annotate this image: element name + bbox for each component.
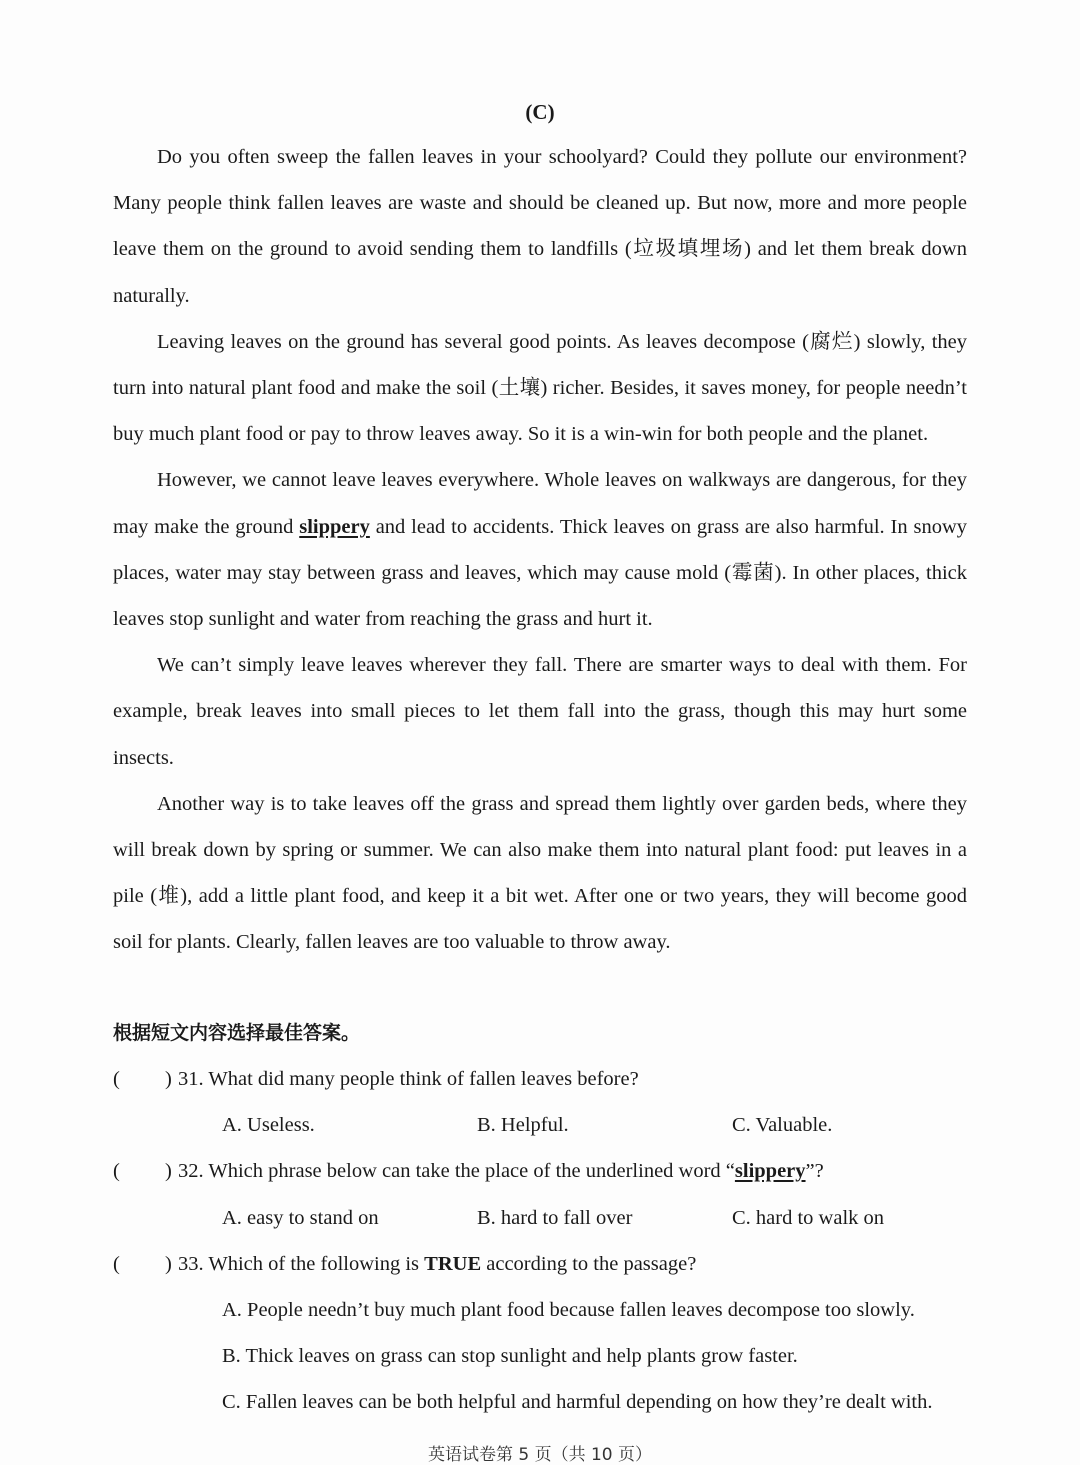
option-33-c: C. Fallen leaves can be both helpful and harmful depending on how they’re dealt with. (222, 1391, 933, 1413)
question-33-text-part-1: 33. Which of the following is (178, 1253, 425, 1275)
paragraph-1: Do you often sweep the fallen leaves in your schoolyard? Could they pollute our environment? Many people think fallen leaves are waste and should be cleaned up. But now, more and more people leave them on the ground to avoid sending them to landfills (垃圾填埋场) and let them break down naturally. (113, 146, 967, 307)
option-32-b: B. hard to fall over (477, 1207, 633, 1229)
option-33-a: A. People needn’t buy much plant food because fallen leaves decompose too slowly. (222, 1299, 915, 1321)
option-33-b: B. Thick leaves on grass can stop sunlight and help plants grow faster. (222, 1345, 798, 1367)
underlined-word: slippery (299, 515, 370, 538)
question-33-text (178, 1253, 696, 1276)
paragraph-3-part-2: and lead to accidents. Thick leaves on grass are also harmful. In snowy places, water may stay between grass and leaves, which may cause mold (霉菌). In other places, thick leaves stop sunlight and water from reaching the grass and hurt it. (113, 515, 967, 631)
answer-blank-close: ) (165, 1068, 172, 1090)
question-33-text-part-2: according to the passage? (481, 1253, 697, 1275)
answer-blank-open: ( (113, 1160, 120, 1182)
paragraph-2: Leaving leaves on the ground has several good points. As leaves decompose (腐烂) slowly, they turn into natural plant food and make the soil (土壤) richer. Besides, it saves money, for people needn’t buy much plant food or pay to throw leaves away. So it is a win-win for both people and the planet. (113, 330, 967, 446)
question-32-text-part-2: ”? (805, 1160, 824, 1182)
question-31-text: 31. What did many people think of fallen leaves before? (178, 1068, 639, 1090)
emphasis-true: TRUE (424, 1253, 482, 1275)
option-32-a: A. easy to stand on (222, 1207, 379, 1229)
page-footer: 英语试卷第 5 页（共 10 页） (427, 1445, 653, 1465)
paragraph-3 (113, 457, 967, 642)
option-32-c: C. hard to walk on (732, 1207, 885, 1229)
answer-blank-open: ( (113, 1068, 120, 1090)
reading-passage (113, 134, 967, 966)
paragraph-4: We can’t simply leave leaves wherever they fall. There are smarter ways to deal with them. For example, break leaves into small pieces to let them fall into the grass, though this may hurt some insects. (113, 654, 967, 769)
option-31-b: B. Helpful. (477, 1114, 569, 1136)
option-31-a: A. Useless. (222, 1114, 315, 1136)
underlined-word: slippery (734, 1160, 806, 1182)
option-31-c: C. Valuable. (732, 1114, 833, 1136)
answer-blank-close: ) (165, 1160, 172, 1182)
instruction-heading: 根据短文内容选择最佳答案。 (113, 1022, 361, 1044)
section-title: (C) (525, 100, 555, 124)
paragraph-5: Another way is to take leaves off the grass and spread them lightly over garden beds, where they will break down by spring or summer. We can also make them into natural plant food: put leaves in a pile (堆), add a little plant food, and keep it a bit wet. After one or two years, they will become good soil for plants. Clearly, fallen leaves are too valuable to throw away. (113, 792, 967, 954)
paragraph-3-part-1: However, we cannot leave leaves everywhere. Whole leaves on walkways are dangerous, for they may make the ground (113, 469, 967, 538)
question-32-text (178, 1160, 824, 1183)
answer-blank-open: ( (113, 1253, 120, 1275)
question-32-text-part-1: 32. Which phrase below can take the place of the underlined word “ (178, 1160, 735, 1182)
answer-blank-close: ) (165, 1253, 172, 1275)
